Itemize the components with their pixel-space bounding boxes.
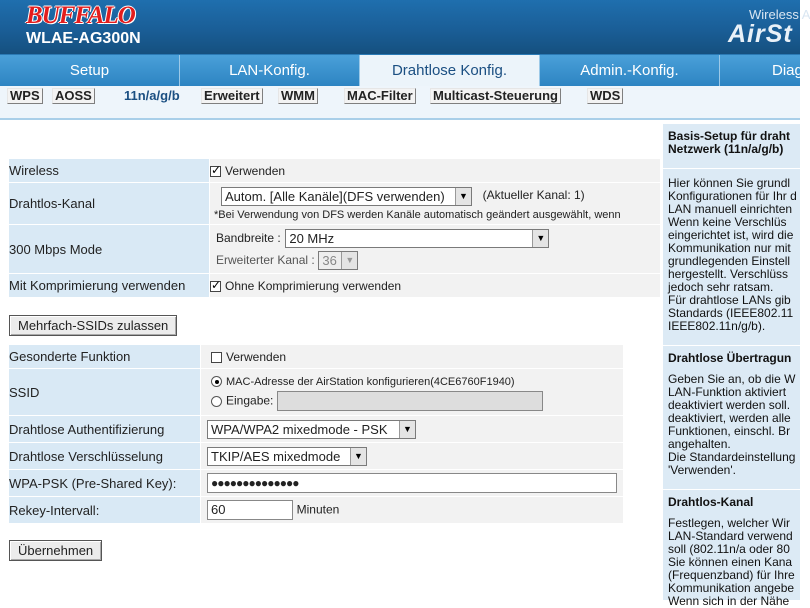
ssid-settings-table	[9, 345, 623, 524]
rekey-input[interactable]: 60	[207, 500, 293, 520]
subtab-wmm[interactable]: WMM	[278, 88, 318, 104]
help-line: Wenn sich in der Nähe	[668, 594, 790, 608]
chevron-down-icon: ▼	[341, 252, 357, 269]
wireless-checkbox-label: Verwenden	[225, 164, 286, 178]
help-line: jedoch sehr ratsam.	[668, 280, 774, 294]
help-intro	[663, 169, 800, 333]
compression-checkbox[interactable]	[210, 281, 221, 292]
help-line: deaktiviert werden soll.	[668, 398, 791, 412]
auth-select-value: WPA/WPA2 mixedmode - PSK	[211, 421, 388, 437]
tab-diag[interactable]: Diag	[720, 55, 800, 86]
help-panel	[663, 124, 800, 608]
psk-input[interactable]: ●●●●●●●●●●●●●●	[207, 473, 617, 493]
brand-subtitle: Wireless A	[749, 7, 810, 22]
ssid-cell	[201, 369, 623, 416]
help-line: deaktiviert, werden alle	[668, 411, 791, 425]
subtab-wps[interactable]: WPS	[7, 88, 43, 104]
subtab-wds[interactable]: WDS	[587, 88, 623, 104]
help-line: hergestellt. Verschlüss	[668, 267, 789, 281]
auth-label: Drahtlose Authentifizierung	[9, 416, 201, 443]
subtab-mac-filter[interactable]: MAC-Filter	[344, 88, 416, 104]
encryption-select-value: TKIP/AES mixedmode	[211, 448, 341, 464]
ssid-input-field[interactable]	[277, 391, 543, 411]
multi-ssid-button[interactable]: Mehrfach-SSIDs zulassen	[9, 315, 177, 336]
help-title-line1: Basis-Setup für draht	[668, 129, 791, 143]
auth-select[interactable]	[207, 420, 416, 439]
rekey-unit: Minuten	[296, 502, 340, 517]
help-section3-title: Drahtlos-Kanal	[668, 495, 754, 509]
apply-button[interactable]: Übernehmen	[9, 540, 102, 561]
help-line: LAN manuell einrichten	[668, 202, 793, 216]
bandwidth-select-value: 20 MHz	[289, 230, 335, 246]
ext-channel-select[interactable]	[318, 251, 358, 270]
header	[0, 0, 810, 54]
channel-select-value: Autom. [Alle Kanäle](DFS verwenden)	[225, 188, 445, 204]
help-line: soll (802.11n/a oder 80	[668, 542, 790, 556]
subtab-erweitert[interactable]: Erweitert	[201, 88, 263, 104]
tab-lan-konfig[interactable]: LAN-Konfig.	[180, 55, 360, 86]
rekey-cell	[201, 497, 623, 524]
help-line: 'Verwenden'.	[668, 463, 736, 477]
help-line: LAN-Funktion aktiviert	[668, 385, 787, 399]
dfs-note: *Bei Verwendung von DFS werden Kanäle automatisch geändert ausgewählt, wenn	[214, 208, 621, 221]
wireless-checkbox[interactable]	[210, 166, 221, 177]
main-tabs	[0, 54, 803, 86]
help-section2-title: Drahtlose Übertragun	[668, 351, 792, 365]
subtab-11nagb[interactable]: 11n/a/g/b	[121, 88, 183, 104]
help-line: Hier können Sie grundl	[668, 176, 791, 190]
sub-tabs	[0, 86, 800, 120]
tab-setup[interactable]: Setup	[0, 55, 180, 86]
basic-settings-table	[9, 159, 660, 298]
tab-drahtlose-konfig[interactable]: Drahtlose Konfig.	[360, 55, 540, 86]
separate-function-checkbox-label: Verwenden	[226, 350, 287, 364]
bandwidth-select[interactable]	[285, 229, 549, 248]
wireless-cell	[210, 159, 660, 183]
help-line: (Frequenzband) für Ihre	[668, 568, 795, 582]
compression-label: Mit Komprimierung verwenden	[9, 274, 210, 298]
airstation-logo: AirSt	[728, 20, 793, 48]
help-line: Sie können einen Kana	[668, 555, 793, 569]
separate-function-label: Gesonderte Funktion	[9, 345, 201, 369]
help-line: angehalten.	[668, 437, 731, 451]
model-name: WLAE-AG300N	[26, 30, 141, 47]
help-line: IEEE802.11n/g/b).	[668, 319, 766, 333]
psk-cell	[201, 470, 623, 497]
help-line: Funktionen, einschl. Br	[668, 424, 791, 438]
auth-cell	[201, 416, 623, 443]
ssid-label: SSID	[9, 369, 201, 416]
bandwidth-label: Bandbreite :	[216, 230, 281, 245]
rekey-label: Rekey-Intervall:	[9, 497, 201, 524]
ssid-input-radio[interactable]	[211, 396, 222, 407]
chevron-down-icon: ▼	[350, 448, 366, 465]
separate-function-checkbox[interactable]	[211, 352, 222, 363]
ext-channel-label: Erweiterter Kanal :	[216, 252, 315, 267]
help-section2	[663, 365, 800, 477]
separate-function-cell	[201, 345, 623, 369]
wireless-label: Wireless	[9, 159, 210, 183]
mode-label: 300 Mbps Mode	[9, 225, 210, 274]
encryption-select[interactable]	[207, 447, 367, 466]
help-line: Wenn keine Verschlüs	[668, 215, 787, 229]
ssid-input-label: Eingabe:	[226, 393, 274, 408]
chevron-down-icon: ▼	[455, 188, 471, 205]
subtab-multicast[interactable]: Multicast-Steuerung	[430, 88, 561, 104]
help-line: Kommunikation angebe	[668, 581, 795, 595]
psk-label: WPA-PSK (Pre-Shared Key):	[9, 470, 201, 497]
buffalo-logo: BUFFALO	[26, 2, 135, 29]
help-line: Die Standardeinstellung	[668, 450, 796, 464]
chevron-down-icon: ▼	[399, 421, 415, 438]
mode-cell	[210, 225, 660, 274]
help-line: LAN-Standard verwend	[668, 529, 793, 543]
channel-label: Drahtlos-Kanal	[9, 183, 210, 225]
encryption-label: Drahtlose Verschlüsselung	[9, 443, 201, 470]
help-line: eingerichtet ist, wird die	[668, 228, 794, 242]
compression-cell	[210, 274, 660, 298]
tab-admin-konfig[interactable]: Admin.-Konfig.	[540, 55, 720, 86]
compression-checkbox-label: Ohne Komprimierung verwenden	[225, 279, 402, 293]
channel-select[interactable]	[221, 187, 472, 206]
help-line: Festlegen, welcher Wir	[668, 516, 791, 530]
ext-channel-value: 36	[322, 252, 337, 268]
help-section3	[663, 509, 800, 608]
help-line: Konfigurationen für Ihr d	[668, 189, 797, 203]
subtab-aoss[interactable]: AOSS	[52, 88, 95, 104]
ssid-mac-radio[interactable]	[211, 376, 222, 387]
help-title	[663, 124, 800, 156]
help-line: Für drahtlose LANs gib	[668, 293, 791, 307]
help-line: Standards (IEEE802.11	[668, 306, 794, 320]
chevron-down-icon: ▼	[532, 230, 548, 247]
ssid-mac-option: MAC-Adresse der AirStation konfigurieren(4CE6760F1940)	[226, 376, 515, 388]
help-line: Geben Sie an, ob die W	[668, 372, 796, 386]
help-line: grundlegenden Einstell	[668, 254, 791, 268]
channel-cell	[210, 183, 660, 225]
help-title-line2: Netzwerk (11n/a/g/b)	[668, 142, 784, 156]
help-line: Kommunikation nur mit	[668, 241, 791, 255]
encryption-cell	[201, 443, 623, 470]
current-channel: (Aktueller Kanal: 1)	[482, 188, 585, 203]
